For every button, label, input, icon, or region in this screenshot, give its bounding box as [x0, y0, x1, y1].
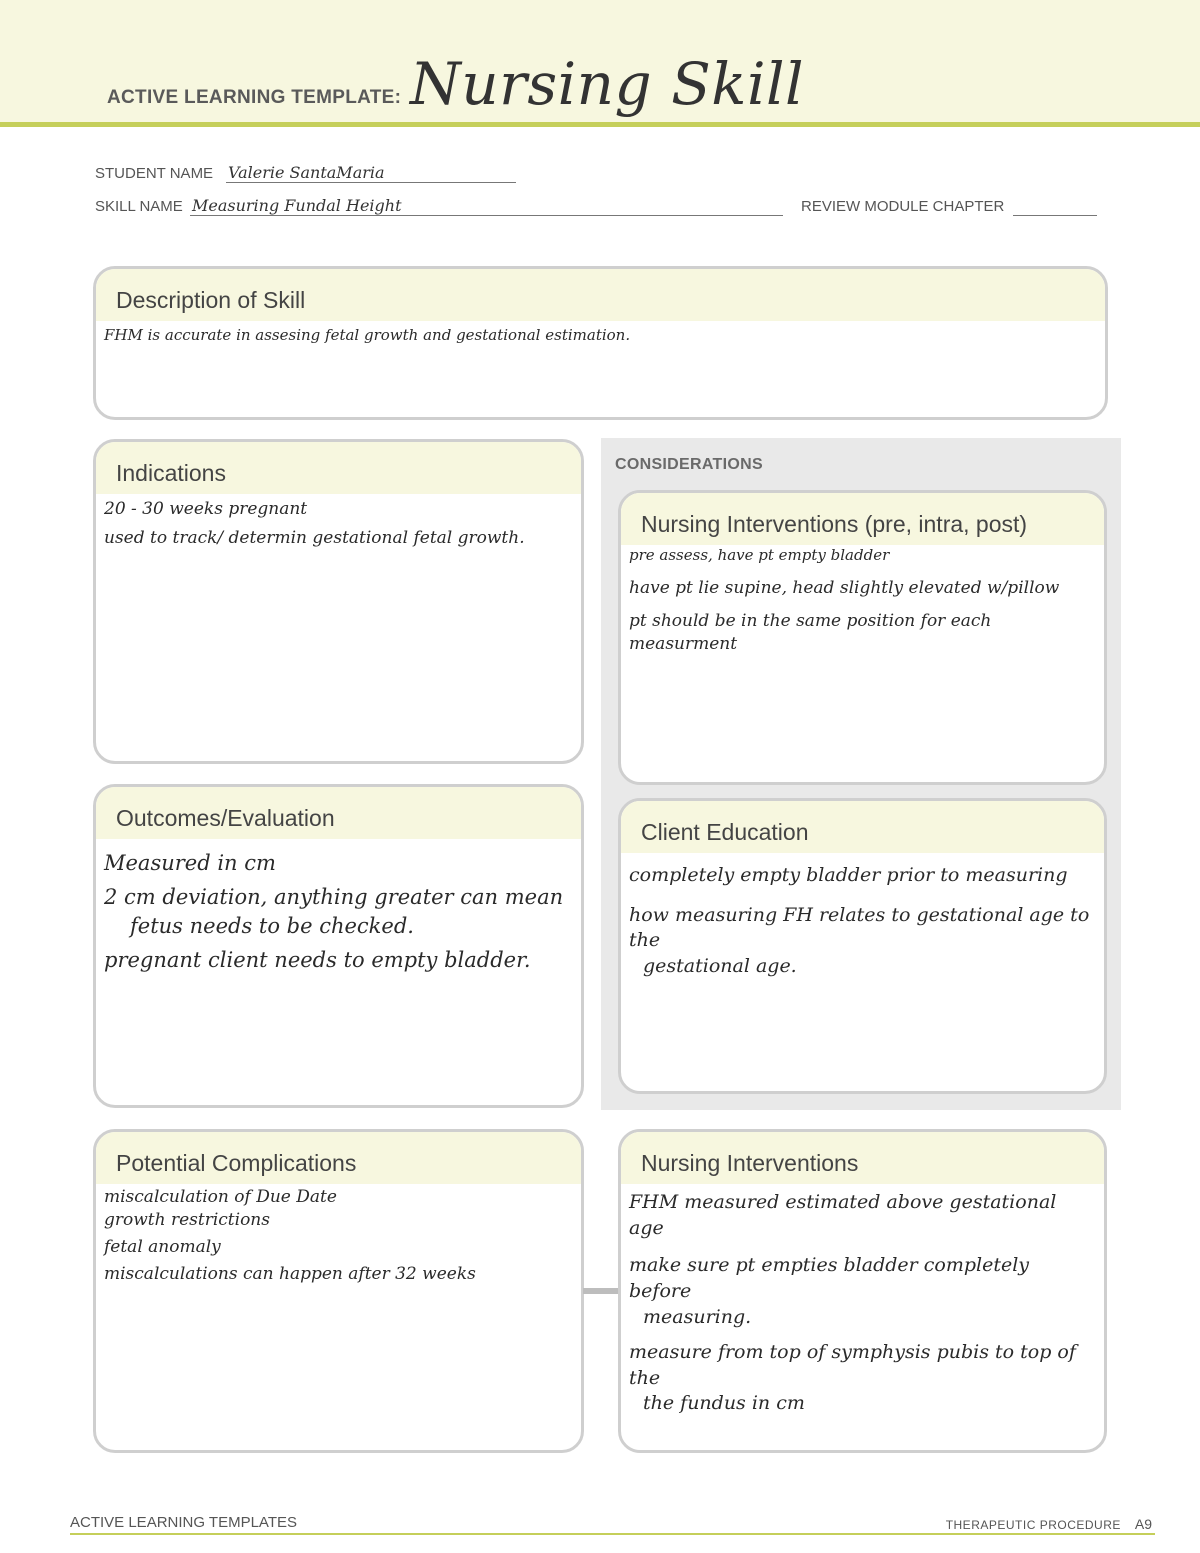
client-education-line[interactable]: completely empty bladder prior to measuring: [629, 864, 1068, 886]
nursing-interventions-pre-line[interactable]: pre assess, have pt empty bladder: [629, 546, 890, 564]
nursing-interventions-pre-line[interactable]: pt should be in the same position for each measurment: [629, 611, 992, 655]
skill-name-value[interactable]: Measuring Fundal Height: [192, 196, 402, 215]
footer-rule: [70, 1533, 1155, 1535]
complications-line[interactable]: miscalculations can happen after 32 weeks: [104, 1263, 476, 1284]
complications-title: Potential Complications: [96, 1132, 581, 1184]
outcomes-line[interactable]: fetus needs to be checked.: [130, 913, 414, 938]
nursing-interventions-line[interactable]: measure from top of symphysis pubis to top of the: [629, 1341, 1076, 1389]
student-name-label: STUDENT NAME: [95, 165, 214, 182]
nursing-interventions-pre-title: Nursing Interventions (pre, intra, post): [621, 493, 1104, 545]
nursing-interventions-title: Nursing Interventions: [621, 1132, 1104, 1184]
template-title: Nursing Skill: [410, 50, 805, 118]
footer-left: ACTIVE LEARNING TEMPLATES: [70, 1514, 297, 1531]
complications-line[interactable]: miscalculation of Due Date: [104, 1187, 337, 1207]
client-education-line[interactable]: how measuring FH relates to gestational age to the: [629, 903, 1090, 952]
outcomes-title: Outcomes/Evaluation: [96, 787, 581, 839]
client-education-box: [618, 798, 1107, 1094]
review-module-chapter-label: REVIEW MODULE CHAPTER: [801, 198, 1005, 215]
indications-line[interactable]: 20 - 30 weeks pregnant: [104, 499, 308, 519]
complications-line[interactable]: fetal anomaly: [104, 1236, 221, 1257]
student-name-line: [226, 182, 516, 183]
nursing-interventions-box: [618, 1129, 1107, 1453]
description-text[interactable]: FHM is accurate in assesing fetal growth and gestational estimation.: [104, 326, 631, 344]
complications-box: [93, 1129, 584, 1453]
review-module-chapter-line[interactable]: [1013, 215, 1097, 216]
client-education-line[interactable]: gestational age.: [643, 954, 797, 977]
nursing-interventions-pre-line[interactable]: have pt lie supine, head slightly elevated w/pillow: [629, 578, 1060, 599]
skill-name-line: [190, 215, 783, 216]
client-education-title: Client Education: [621, 801, 1104, 853]
nursing-interventions-line[interactable]: FHM measured estimated above gestational age: [629, 1191, 1057, 1239]
outcomes-box: [93, 784, 584, 1108]
nursing-interventions-line[interactable]: the fundus in cm: [643, 1392, 805, 1415]
footer-section: THERAPEUTIC PROCEDURE: [945, 1518, 1121, 1532]
nursing-interventions-line[interactable]: measuring.: [643, 1305, 752, 1328]
outcomes-line[interactable]: Measured in cm: [104, 851, 276, 875]
description-title: Description of Skill: [96, 269, 1105, 321]
indications-line[interactable]: used to track/ determin gestational fetal growth.: [104, 527, 525, 548]
nursing-interventions-pre-box: [618, 490, 1107, 785]
outcomes-line[interactable]: pregnant client needs to empty bladder.: [104, 948, 531, 973]
considerations-title: CONSIDERATIONS: [615, 456, 763, 473]
template-label: ACTIVE LEARNING TEMPLATE:: [107, 87, 402, 108]
indications-box: [93, 439, 584, 764]
indications-title: Indications: [96, 442, 581, 494]
box-connector: [583, 1288, 620, 1294]
student-name-value[interactable]: Valerie SantaMaria: [228, 163, 385, 182]
page-number: A9: [1134, 1516, 1152, 1532]
nursing-interventions-line[interactable]: make sure pt empties bladder completely before: [629, 1254, 1030, 1302]
complications-line[interactable]: growth restrictions: [104, 1209, 270, 1230]
header-rule: [0, 122, 1200, 127]
outcomes-line[interactable]: 2 cm deviation, anything greater can mean: [104, 885, 564, 910]
skill-name-label: SKILL NAME: [95, 198, 183, 215]
description-box: [93, 266, 1108, 420]
footer-right: [946, 1516, 1152, 1532]
